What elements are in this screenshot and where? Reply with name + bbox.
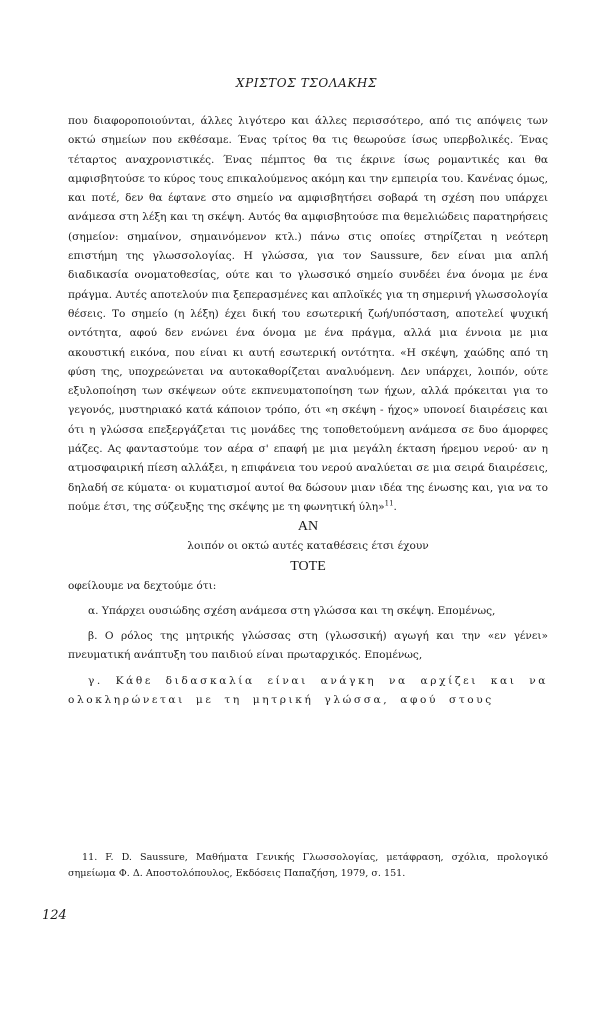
body-text: [68, 112, 548, 710]
list-item-c: γ. Κάθε διδασκαλία είναι ανάγκη να αρχίζει και να ολοκληρώνεται με τη μητρική γλώσσα, αφού στους: [68, 674, 548, 707]
list-item-b: β. Ο ρόλος της μητρικής γλώσσας στη (γλωσσική) αγωγή και την «εν γένει» πνευματική ανάπτυξη του παιδιού είναι πρωταρχικός. Επομένως,: [68, 630, 548, 662]
footnote: 11. F. D. Saussure, Μαθήματα Γενικής Γλωσσολογίας, μετάφραση, σχόλια, προλογικό σημείωμα Φ. Δ. Αποστολόπουλος, Εκδόσεις Παπαζήση, 1979, σ. 151.: [68, 852, 548, 879]
heading-an: ΑΝ: [297, 519, 319, 535]
footnote-reference: 11: [384, 499, 394, 508]
paragraph-main: που διαφοροποιούνται, άλλες λιγότερο και άλλες περισσότερο, από τις απόψεις των οκτώ σημείων που εκθέσαμε. Ένας τρίτος θα τις θεωρούσε ίσως υπερβολικές. Ένας τέταρτος αναχρονιστικές. Ένας πέμπτος θα τις έκρινε ίσως ρομαντικές και θα αμφισβητούσε το κύρος τους επικαλούμενος ακόμη και την εμπειρία του. Κανένας όμως, και ποτέ, δεν θα έφτανε στο σημείο να αμφισβητήσει σοβαρά τη σχέση που υπάρχει ανάμεσα στη λέξη και τη σκέψη. Αυτός θα αμφισβητούσε πια θεμελιώδεις παρατηρήσεις (σημείον: σημαίνον, σημαινόμενον κτλ.) πάνω στις οποίες στηρίζεται η νεότερη επιστήμη της γλωσσολογίας. Η γλώσσα, για τον Saussure, δεν είναι μια απλή διαδικασία ονοματοθεσίας, ούτε και το γλωσσικό σημείο συνδέει ένα όνομα με ένα πράγμα. Αυτές αποτελούν πια ξεπερασμένες και απλοϊκές για τη σημερινή γλωσσολογία θέσεις. Το σημείο (η λέξη) έχει δική του εσωτερική ζωή/υπόσταση, αποτελεί ψυχική οντότητα, αφού δεν ενώνει ένα όνομα με ένα πράγμα, αλλά μια έννοια με μια ακουστική εικόνα, που είναι κι αυτή εσωτερική οντότητα. «Η σκέψη, χαώδης από τη φύση της, υποχρεώνεται να αυτοκαθορίζεται αναλυόμενη. Δεν υπάρχει, λοιπόν, ούτε εξυλοποίηση των σκέψεων ούτε εκπνευματοποίηση των ήχων, αλλά πρόκειται για το γεγονός, μυστηριακό κατά κάποιον τρόπο, ότι «η σκέψη - ήχος» υπονοεί διαιρέσεις και ότι η γλώσσα επεξεργάζεται τις μονάδες της τοποθετούμενη ανάμεσα σε δυο άμορφες μάζες. Ας φανταστούμε τον αέρα σ' επαφή με μια μεγάλη έκταση ήρεμου νερού· αν η ατμοσφαιρική πίεση αλλάξει, η επιφάνεια του νερού αναλύεται σε μια σειρά διαιρέσεις, δηλαδή σε κύματα· οι κυματισμοί αυτοί θα δώσουν μιαν ιδέα της ένωσης και, για να το πούμε έτσι, της σύζευξης της σκέψης με τη φωνητική ύλη»$^{11}$.: [68, 115, 548, 513]
heading-tote: ΤΟΤΕ: [290, 558, 326, 574]
running-head-author: ΧΡΙΣΤΟΣ ΤΣΟΛΑΚΗΣ: [235, 76, 378, 90]
line-conclusion: οφείλουμε να δεχτούμε ότι:: [68, 579, 217, 592]
list-item-a: α. Υπάρχει ουσιώδης σχέση ανάμεσα στη γλώσσα και τη σκέψη. Επομένως,: [88, 604, 496, 617]
paragraph-main-text: που διαφοροποιούνται, άλλες λιγότερο και άλλες περισσότερο, από τις απόψεις των οκτώ σημείων που εκθέσαμε. Ένας τρίτος θα τις θεωρούσε ίσως υπερβολικές. Ένας τέταρτος αναχρονιστικές. Ένας πέμπτος θα τις έκρινε ίσως ρομαντικές και θα αμφισβητούσε το κύρος τους επικαλούμενος ακόμη και την εμπειρία του. Κανένας όμως, και ποτέ, δεν θα έφτανε στο σημείο να αμφισβητήσει σοβαρά τη σχέση που υπάρχει ανάμεσα στη λέξη και τη σκέψη. Αυτός θα αμφισβητούσε πια θεμελιώδεις παρατηρήσεις (σημείον: σημαίνον, σημαινόμενον κτλ.) πάνω στις οποίες στηρίζεται η νεότερη επιστήμη της γλωσσολογίας. Η γλώσσα, για τον Saussure, δεν είναι μια απλή διαδικασία ονοματοθεσίας, ούτε και το γλωσσικό σημείο συνδέει ένα όνομα με ένα πράγμα. Αυτές αποτελούν πια ξεπερασμένες και απλοϊκές για τη σημερινή γλωσσολογία θέσεις. Το σημείο (η λέξη) έχει δική του εσωτερική ζωή/υπόσταση, αποτελεί ψυχική οντότητα, αφού δεν ενώνει ένα όνομα με ένα πράγμα, αλλά μια έννοια με μια ακουστική εικόνα, που είναι κι αυτή εσωτερική οντότητα. «Η σκέψη, χαώδης από τη φύση της, υποχρεώνεται να αυτοκαθορίζεται αναλυόμενη. Δεν υπάρχει, λοιπόν, ούτε εξυλοποίηση των σκέψεων ούτε εκπνευματοποίηση των ήχων, αλλά πρόκειται για το γεγονός, μυστηριακό κατά κάποιον τρόπο, ότι «η σκέψη - ήχος» υπονοεί διαιρέσεις και ότι η γλώσσα επεξεργάζεται τις μονάδες της τοποθετούμενη ανάμεσα σε δυο άμορφες μάζες. Ας φανταστούμε τον αέρα σ' επαφή με μια μεγάλη έκταση ήρεμου νερού· αν η ατμοσφαιρική πίεση αλλάξει, η επιφάνεια του νερού αναλύεται σε μια σειρά διαιρέσεις, δηλαδή σε κύματα· οι κυματισμοί αυτοί θα δώσουν μιαν ιδέα της ένωσης και, για να το πούμε έτσι, της σύζευξης της σκέψης με τη φωνητική ύλη»: [68, 115, 548, 513]
line-premise: λοιπόν οι οκτώ αυτές καταθέσεις έτσι έχουν: [187, 540, 429, 553]
page-number: 124: [42, 908, 67, 923]
